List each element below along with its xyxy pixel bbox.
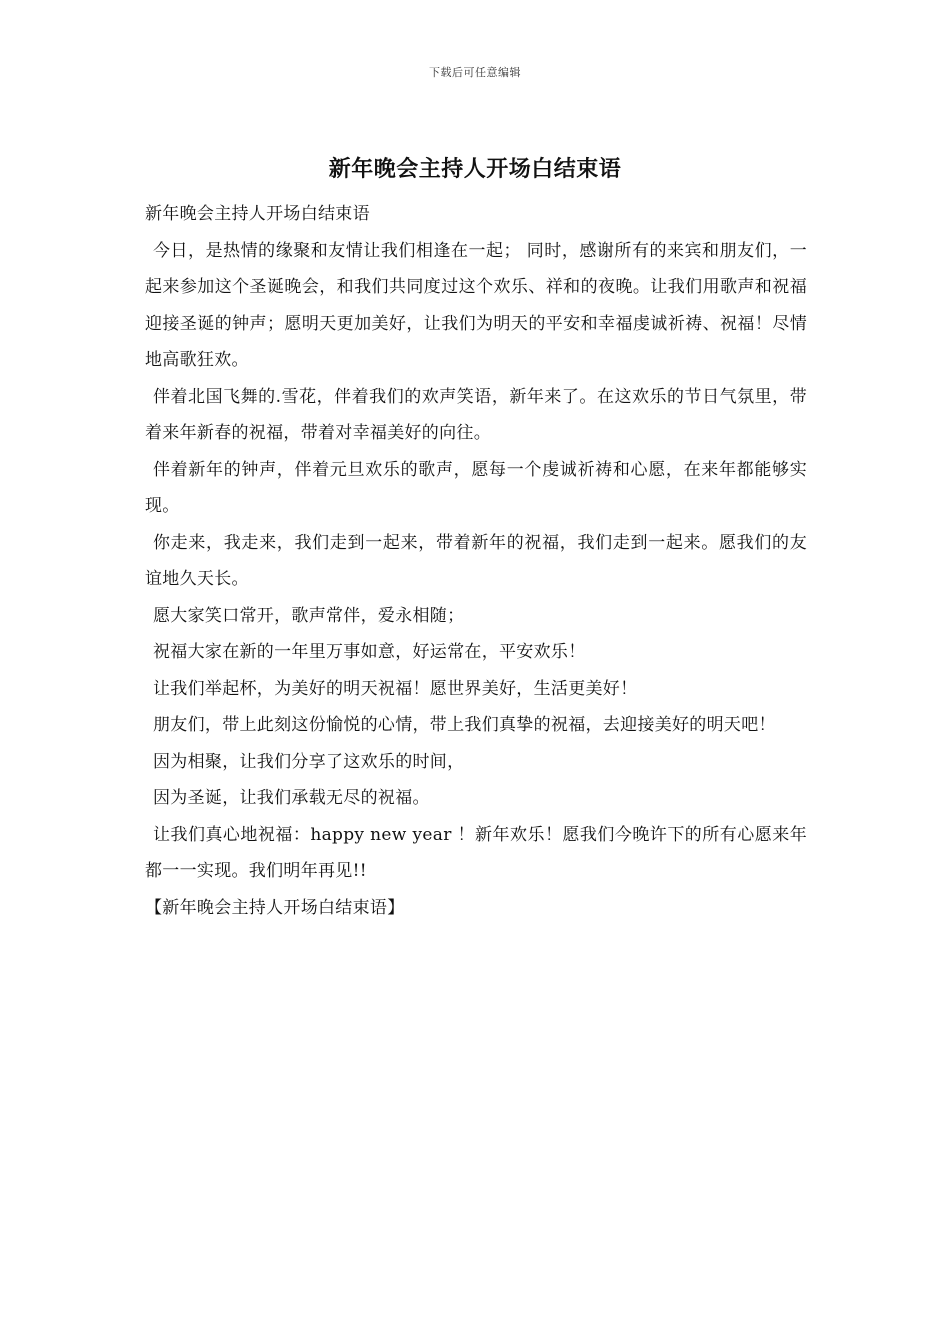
subtitle-line: 新年晚会主持人开场白结束语 bbox=[145, 204, 370, 224]
paragraph: 今日，是热情的缘聚和友情让我们相逢在一起； 同时，感谢所有的来宾和朋友们，一起来参加这个圣诞晚会，和我们共同度过这个欢乐、祥和的夜晚。让我们用歌声和祝福迎接圣诞的钟声；愿明天更加美好，让我们为明天的平安和幸福虔诚祈祷、祝福！尽情地高歌狂欢。 bbox=[145, 240, 807, 370]
paragraph: 伴着新年的钟声，伴着元旦欢乐的歌声，愿每一个虔诚祈祷和心愿，在来年都能够实现。 bbox=[145, 459, 807, 516]
paragraph: 朋友们，带上此刻这份愉悦的心情，带上我们真挚的祝福，去迎接美好的明天吧！ bbox=[153, 715, 776, 735]
document-body bbox=[145, 196, 807, 926]
header-note: 下载后可任意编辑 bbox=[429, 66, 521, 79]
paragraph: 伴着北国飞舞的.雪花，伴着我们的欢声笑语，新年来了。在这欢乐的节日气氛里，带着来年新春的祝福，带着对幸福美好的向往。 bbox=[145, 386, 807, 443]
paragraph: 因为圣诞，让我们承载无尽的祝福。 bbox=[153, 788, 430, 808]
paragraph: 你走来，我走来，我们走到一起来，带着新年的祝福，我们走到一起来。愿我们的友谊地久天长。 bbox=[145, 532, 807, 589]
closing-title: 【新年晚会主持人开场白结束语】 bbox=[145, 897, 405, 918]
paragraph: 因为相聚，让我们分享了这欢乐的时间， bbox=[153, 751, 465, 772]
paragraph: 让我们举起杯，为美好的明天祝福！愿世界美好，生活更美好！ bbox=[153, 678, 638, 699]
document-title: 新年晚会主持人开场白结束语 bbox=[328, 156, 622, 182]
paragraph: 愿大家笑口常开，歌声常伴，爱永相随； bbox=[153, 605, 465, 626]
paragraph: 祝福大家在新的一年里万事如意，好运常在，平安欢乐！ bbox=[153, 642, 586, 662]
paragraph: 让我们真心地祝福：happy new year ！新年欢乐！愿我们今晚许下的所有心愿来年都一一实现。我们明年再见!! bbox=[145, 824, 807, 881]
